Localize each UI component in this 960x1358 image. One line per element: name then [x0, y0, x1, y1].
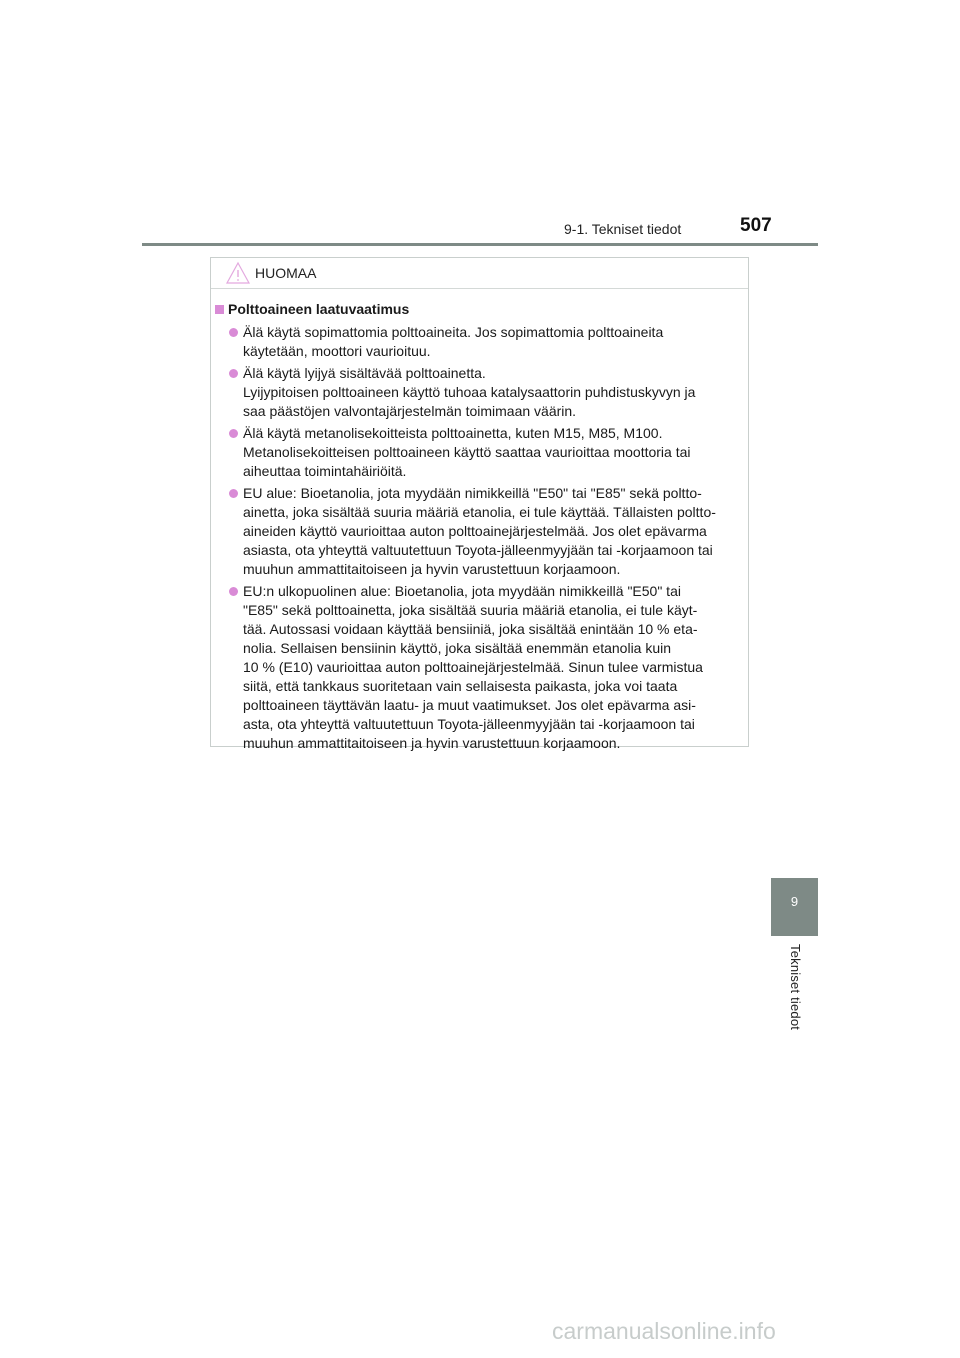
- notice-title: HUOMAA: [255, 265, 317, 281]
- item-line: saa päästöjen valvontajärjestelmän toimimaan väärin.: [243, 403, 577, 419]
- item-line: "E85" sekä polttoainetta, joka sisältää suuria määriä etanolia, ei tule käyt-: [243, 602, 698, 618]
- item-line: nolia. Sellaisen bensiinin käyttö, joka sisältää enemmän etanolia kuin: [243, 640, 672, 656]
- notice-body: [215, 300, 744, 756]
- item-line: Lyijypitoisen polttoaineen käyttö tuhoaa katalysaattorin puhdistuskyvyn ja: [243, 384, 696, 400]
- item-line: tää. Autossasi voidaan käyttää bensiiniä, joka sisältää enintään 10 % eta-: [243, 621, 698, 637]
- bullet-dot-icon: [229, 328, 238, 337]
- watermark: carmanualsonline.info: [552, 1318, 776, 1344]
- chapter-tab: [771, 878, 818, 936]
- list-item: [215, 424, 744, 481]
- item-line: aineiden käyttö vaurioittaa auton polttoainejärjestelmää. Jos olet epävarma: [243, 523, 707, 539]
- section-heading: [215, 300, 744, 319]
- bullet-dot-icon: [229, 369, 238, 378]
- section-heading-text: Polttoaineen laatuvaatimus: [228, 301, 410, 317]
- item-line: asiasta, ota yhteyttä valtuutettuun Toyota-jälleenmyyjään tai -korjaamoon tai: [243, 542, 713, 558]
- item-line: 10 % (E10) vaurioittaa auton polttoainejärjestelmää. Sinun tulee varmistua: [243, 659, 703, 675]
- item-line: EU:n ulkopuolinen alue: Bioetanolia, jota myydään nimikkeillä "E50" tai: [243, 583, 681, 599]
- page-number: 507: [740, 215, 772, 236]
- bullet-dot-icon: [229, 489, 238, 498]
- list-item: [215, 484, 744, 579]
- chapter-number: 9: [790, 894, 799, 909]
- bullet-dot-icon: [229, 587, 238, 596]
- list-item: [215, 323, 744, 361]
- item-line: EU alue: Bioetanolia, jota myydään nimikkeillä "E50" tai "E85" sekä poltto-: [243, 485, 702, 501]
- item-line: asta, ota yhteyttä valtuutettuun Toyota-jälleenmyyjään tai -korjaamoon tai: [243, 716, 695, 732]
- notice-box: [210, 257, 749, 751]
- warning-triangle-icon: [225, 261, 251, 285]
- header-divider: [142, 243, 818, 246]
- item-line: käytetään, moottori vaurioituu.: [243, 343, 431, 359]
- section-title: 9-1. Tekniset tiedot: [564, 221, 682, 237]
- item-line: Metanolisekoitteisen polttoaineen käyttö saattaa vaurioittaa moottoria tai: [243, 444, 691, 460]
- bullet-dot-icon: [229, 429, 238, 438]
- item-line: Älä käytä metanolisekoitteista polttoainetta, kuten M15, M85, M100.: [243, 425, 663, 441]
- square-bullet-icon: [215, 305, 224, 314]
- item-line: aiheuttaa toimintahäiriöitä.: [243, 463, 407, 479]
- item-line: siitä, että tankkaus suoritetaan vain sellaisesta paikasta, joka voi taata: [243, 678, 678, 694]
- list-item: [215, 582, 744, 753]
- item-line: Älä käytä lyijyä sisältävää polttoainetta.: [243, 365, 486, 381]
- notice-header: [211, 258, 748, 289]
- item-line: ainetta, joka sisältää suuria määriä etanolia, ei tule käyttää. Tällaisten poltto-: [243, 504, 716, 520]
- item-line: muuhun ammattitaitoiseen ja hyvin varustettuun korjaamoon.: [243, 735, 621, 751]
- item-line: Älä käytä sopimattomia polttoaineita. Jos sopimattomia polttoaineita: [243, 324, 664, 340]
- item-line: muuhun ammattitaitoiseen ja hyvin varustettuun korjaamoon.: [243, 561, 621, 577]
- chapter-label: Tekniset tiedot: [788, 944, 803, 1031]
- list-item: [215, 364, 744, 421]
- item-line: polttoaineen täyttävän laatu- ja muut vaatimukset. Jos olet epävarma asi-: [243, 697, 696, 713]
